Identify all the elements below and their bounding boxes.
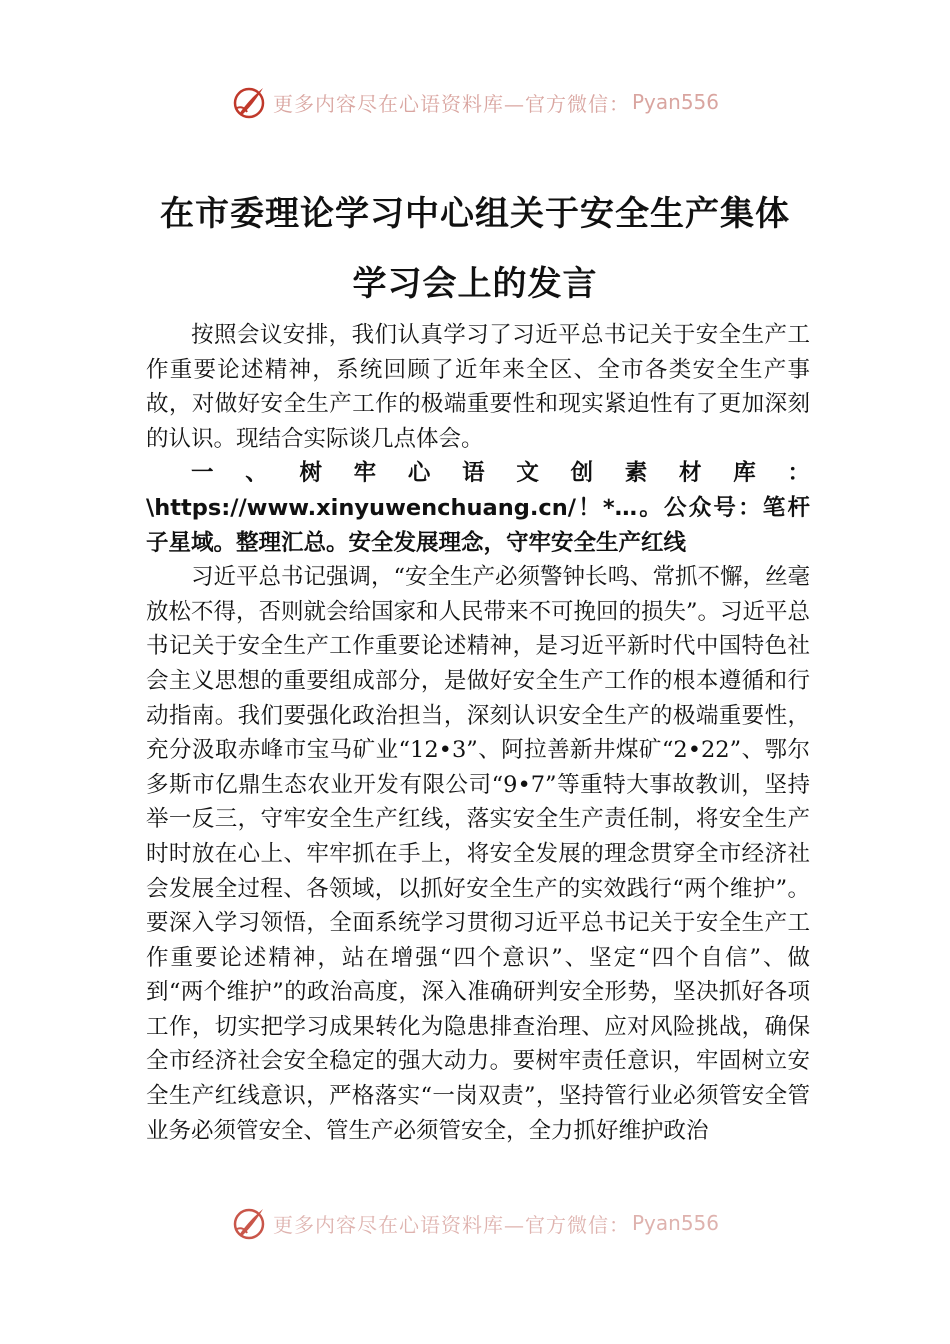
- intro-paragraph: 按照会议安排，我们认真学习了习近平总书记关于安全生产工作重要论述精神，系统回顾了近年来全区、全市各类安全生产事故，对做好安全生产工作的极端重要性和现实紧迫性有了更加深刻的认识。现结合实际谈几点体会。: [146, 322, 810, 452]
- banner-wechat-id: Pyan556: [631, 1211, 719, 1235]
- quill-logo-icon: [231, 84, 267, 120]
- banner-text: 更多内容尽在心语资料库—官方微信：: [272, 1212, 630, 1237]
- quill-logo-icon: [231, 1205, 267, 1241]
- section-heading-1: 一、树牢心语文创素材库：\https://www.xinyuwenchuang.cn/！*…。公众号：笔杆子星域。整理汇总。安全发展理念，守牢安全生产红线: [146, 460, 810, 556]
- banner-text: 更多内容尽在心语资料库—官方微信：: [272, 91, 630, 116]
- article-body: [146, 318, 810, 1148]
- top-watermark-banner: [0, 82, 950, 122]
- bottom-watermark-banner: [0, 1203, 950, 1243]
- page-title-line-2: 学习会上的发言: [352, 264, 598, 304]
- section-1-paragraph: 习近平总书记强调，“安全生产必须警钟长鸣、常抓不懈，丝毫放松不得，否则就会给国家和人民带来不可挽回的损失”。习近平总书记关于安全生产工作重要论述精神，是习近平新时代中国特色社会主义思想的重要组成部分，是做好安全生产工作的根本遵循和行动指南。我们要强化政治担当，深刻认识安全生产的极端重要性，充分汲取赤峰市宝马矿业“12•3”、阿拉善新井煤矿“2•22”、鄂尔多斯市亿鼎生态农业开发有限公司“9•7”等重特大事故教训，坚持举一反三，守牢安全生产红线，落实安全生产责任制，将安全生产时时放在心上、牢牢抓在手上，将安全发展的理念贯穿全市经济社会发展全过程、各领域，以抓好安全生产的实效践行“两个维护”。要深入学习领悟，全面系统学习贯彻习近平总书记关于安全生产工作重要论述精神，站在增强“四个意识”、坚定“四个自信”、做到“两个维护”的政治高度，深入准确研判安全形势，坚决抓好各项工作，切实把学习成果转化为隐患排查治理、应对风险挑战，确保全市经济社会安全稳定的强大动力。要树牢责任意识，牢固树立安全生产红线意识，严格落实“一岗双责”，坚持管行业必须管安全管业务必须管安全、管生产必须管安全，全力抓好维护政治: [146, 564, 811, 1144]
- banner-wechat-id: Pyan556: [631, 90, 719, 114]
- page-title-line-1: 在市委理论学习中心组关于安全生产集体: [160, 194, 790, 234]
